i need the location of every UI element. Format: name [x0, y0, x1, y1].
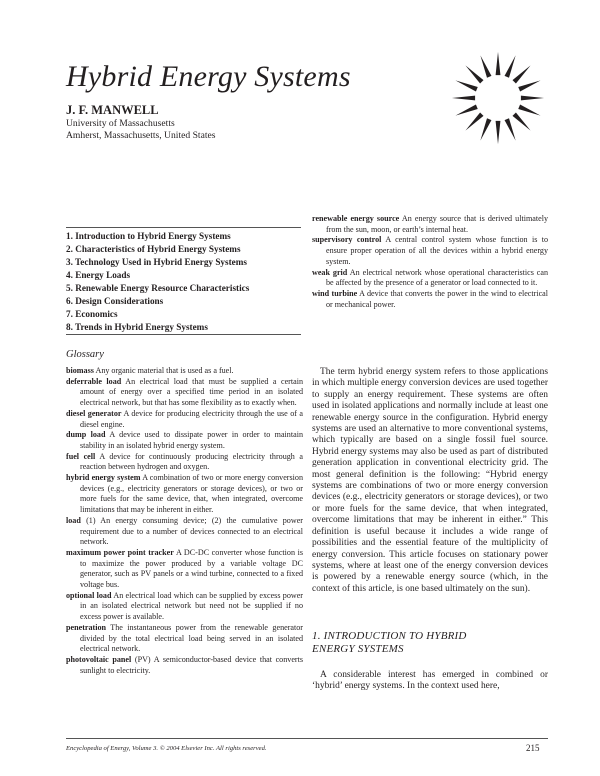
glossary-term: fuel cell: [66, 451, 96, 461]
glossary-term: biomass: [66, 366, 94, 375]
glossary-entry: [66, 452, 303, 473]
sun-ray: [452, 96, 475, 101]
glossary-definition: A device that converts the power in the wind to electrical or mechanical power.: [326, 288, 549, 309]
sun-ray: [465, 65, 483, 83]
glossary-term: renewable energy source: [312, 214, 400, 223]
sun-ray: [465, 112, 483, 130]
glossary-term: weak grid: [312, 267, 348, 277]
author-name: J. F. MANWELL: [66, 103, 159, 117]
sun-icon: [450, 50, 546, 146]
glossary-definition: An electrical network whose operational characteristics can be affected by the presence of a generator or load connected to it.: [326, 267, 549, 288]
sun-ray: [505, 118, 516, 140]
sun-ray: [496, 121, 501, 144]
glossary-heading: Glossary: [66, 349, 104, 360]
glossary-term: hybrid energy system: [66, 473, 141, 483]
glossary-term: wind turbine: [312, 288, 358, 298]
affiliation-line: Amherst, Massachusetts, United States: [66, 130, 216, 141]
glossary-definition: A central control system whose function is to ensure proper operation of all the devices within a hybrid energy system.: [326, 235, 548, 266]
section-heading-line: 1. INTRODUCTION TO HYBRID: [312, 630, 467, 642]
toc-item: 3. Technology Used in Hybrid Energy Systems: [66, 257, 247, 267]
glossary-definition: A device used to dissipate power in order to maintain stability in an isolated hybrid energy system.: [80, 430, 303, 450]
glossary-entry: [66, 516, 303, 548]
section-heading: [312, 630, 467, 656]
sun-ray: [480, 118, 491, 140]
glossary-entry: [66, 591, 303, 623]
toc-item: 2. Characteristics of Hybrid Energy Systems: [66, 244, 241, 254]
sun-ray: [496, 52, 501, 75]
glossary-entry: [66, 655, 303, 676]
glossary-definition: A device for continuously producing electricity through a reaction between hydrogen and oxygen.: [80, 451, 303, 472]
glossary-entry: [66, 430, 303, 451]
section-paragraph: A considerable interest has emerged in combined or ‘hybrid’ energy systems. In the context used here,: [312, 670, 548, 692]
glossary-entry: [312, 289, 548, 310]
glossary-term: diesel generator: [66, 408, 122, 418]
sun-rays: [452, 52, 544, 144]
sun-ray: [512, 112, 530, 130]
sun-ray: [518, 105, 540, 116]
glossary-definition: A device for producing electricity through the use of a diesel engine.: [80, 408, 303, 429]
glossary-definition: The instantaneous power from the renewable generator divided by the total electrical load being served in an isolated electrical network.: [80, 622, 303, 654]
glossary-term: optional load: [66, 590, 112, 600]
glossary-entry: [66, 473, 303, 516]
glossary-definition: An electrical load which can be supplied by excess power in an isolated electrical network but need not be supplied if no excess power is available.: [80, 590, 303, 622]
glossary-term: dump load: [66, 430, 106, 440]
glossary-term: penetration: [66, 622, 107, 632]
sun-ray: [512, 65, 530, 83]
glossary-left-column: [66, 366, 303, 676]
footer-divider: [66, 738, 548, 739]
toc-item: 4. Energy Loads: [66, 270, 131, 280]
glossary-entry: [66, 548, 303, 591]
glossary-entry: [66, 366, 303, 377]
glossary-term: maximum power point tracker: [66, 547, 174, 557]
footer-citation: Encyclopedia of Energy, Volume 3. © 2004 Elsevier Inc. All rights reserved.: [66, 745, 267, 752]
glossary-right-column: [312, 214, 548, 310]
glossary-definition: A combination of two or more energy conversion devices (e.g., electricity generators or storage devices), or two or more fuels for the same device, that, when integrated, overcome limitations that may be inherent in either.: [80, 473, 303, 515]
glossary-term: supervisory control: [312, 235, 382, 245]
glossary-entry: [66, 623, 303, 655]
glossary-definition: Any organic material that is used as a fuel.: [95, 366, 234, 375]
glossary-entry: [66, 409, 303, 430]
sun-ray: [521, 96, 544, 101]
toc-item: 1. Introduction to Hybrid Energy Systems: [66, 231, 231, 241]
glossary-entry: [312, 235, 548, 267]
glossary-entry: [66, 377, 303, 409]
glossary-term: deferrable load: [66, 376, 122, 386]
sun-ray: [480, 55, 491, 77]
toc-item: 8. Trends in Hybrid Energy Systems: [66, 322, 208, 332]
section-heading-line: ENERGY SYSTEMS: [312, 643, 404, 655]
glossary-definition: An energy source that is derived ultimately from the sun, moon, or earth’s internal heat.: [326, 214, 549, 234]
glossary-entry: [312, 268, 548, 289]
glossary-entry: [312, 214, 548, 235]
page-number: 215: [526, 743, 540, 753]
toc-item: 7. Economics: [66, 309, 118, 319]
glossary-term: photovoltaic panel: [66, 654, 132, 664]
glossary-definition: An electrical load that must be supplied a certain amount of energy over a specified time period in an isolated electrical network, but that has some flexibility as to exactly when.: [80, 376, 303, 408]
sun-ray: [505, 55, 516, 77]
article-title: Hybrid Energy Systems: [66, 60, 351, 93]
author-affiliation: [66, 118, 215, 142]
glossary-definition: (PV) A semiconductor-based device that converts sunlight to electricity.: [80, 654, 304, 675]
glossary-definition: A DC-DC converter whose function is to maximize the power produced by a variable voltage DC generator, such as PV panels or a wind turbine, connected to a fixed voltage bus.: [80, 547, 303, 590]
sun-ray: [455, 80, 477, 91]
toc-divider: [66, 334, 301, 335]
glossary-definition: (1) An energy consuming device; (2) the cumulative power requirement due to a number of devices connected to an electrical network.: [80, 515, 303, 547]
glossary-term: load: [66, 515, 81, 525]
sun-ray: [518, 80, 540, 91]
toc-item: 6. Design Considerations: [66, 296, 164, 306]
affiliation-line: University of Massachusetts: [66, 118, 175, 129]
table-of-contents: [66, 227, 301, 334]
sun-ray: [455, 105, 477, 116]
intro-paragraph: The term hybrid energy system refers to those applications in which multiple energy conversion devices are used together to supply an energy requirement. These systems are often used in isolated applications and normally include at least one renewable energy source in the configuration. Hybrid energy systems are used an alternative to more conventional systems, which typically are based on a single fossil fuel source. Hybrid energy systems may also be used as part of distributed generation application in conventional electricity grid. The most general definition is the following: “Hybrid energy systems are combinations of two or more energy conversion devices (e.g., electricity generators or storage devices), or two or more fuels for the same device, that when integrated, overcome limitations that may be inherent in either.” This definition is useful because it includes a wide range of possibilities and the essential feature of the multiplicity of energy conversion. This article focuses on stationary power systems, where at least one of the energy conversion devices is powered by a renewable energy source (which, in the context of this article, is one based ultimately on the sun).: [312, 367, 548, 594]
toc-item: 5. Renewable Energy Resource Characteristics: [66, 283, 250, 293]
